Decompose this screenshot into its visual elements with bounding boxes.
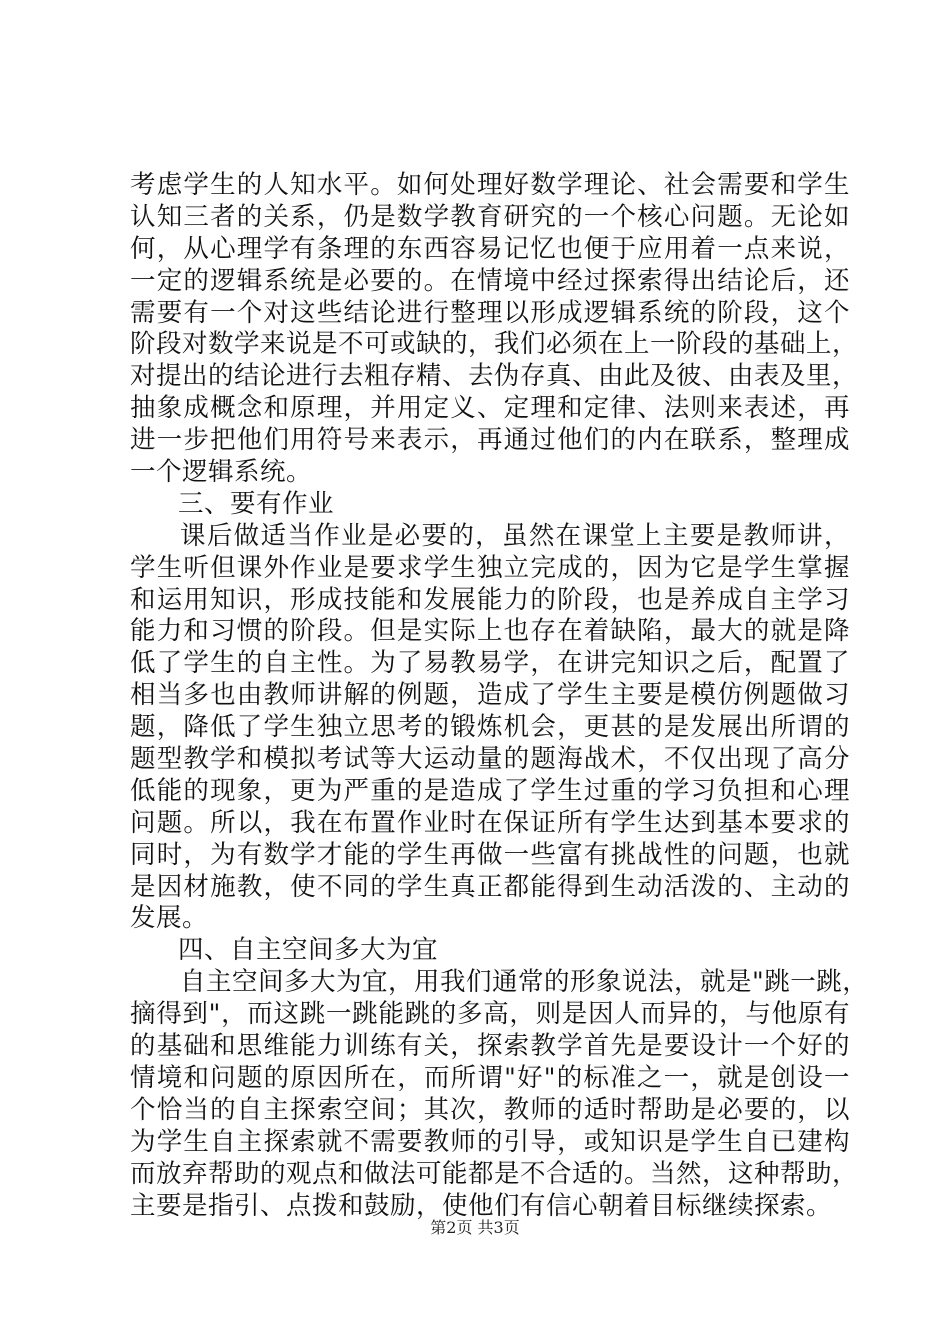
text-line: 自主空间多大为宜，用我们通常的形象说法，就是"跳一跳， bbox=[180, 967, 869, 998]
text-line: 认知三者的关系，仍是数学教育研究的一个核心问题。无论如 bbox=[130, 201, 850, 232]
text-line: 为学生自主探索就不需要教师的引导，或知识是学生自已建构 bbox=[130, 1126, 850, 1157]
section-heading-autonomy-space: 四、自主空间多大为宜 bbox=[178, 935, 439, 966]
text-line: 和运用知识，形成技能和发展能力的阶段，也是养成自主学习 bbox=[130, 584, 850, 615]
text-line: 的基础和思维能力训练有关，探索教学首先是要设计一个好的 bbox=[130, 1031, 850, 1062]
text-line: 对提出的结论进行去粗存精、去伪存真、由此及彼、由表及里， bbox=[130, 361, 859, 392]
paragraph-continued bbox=[130, 170, 859, 489]
text-line: 何，从心理学有条理的东西容易记忆也便于应用着一点来说， bbox=[130, 233, 850, 264]
text-line: 相当多也由教师讲解的例题，造成了学生主要是模仿例题做习 bbox=[130, 680, 850, 711]
text-line: 个恰当的自主探索空间；其次，教师的适时帮助是必要的，以 bbox=[130, 1094, 850, 1125]
text-line: 一个逻辑系统。 bbox=[130, 457, 313, 488]
text-line: 阶段对数学来说是不可或缺的，我们必须在上一阶段的基础上， bbox=[130, 329, 859, 360]
text-line: 发展。 bbox=[130, 903, 209, 934]
text-line: 低了学生的自主性。为了易教易学，在讲完知识之后，配置了 bbox=[130, 648, 850, 679]
text-line: 题，降低了学生独立思考的锻炼机会，更甚的是发展出所谓的 bbox=[130, 712, 850, 743]
page-number-footer: 第2页 共3页 bbox=[430, 1218, 520, 1237]
text-line: 进一步把他们用符号来表示，再通过他们的内在联系，整理成 bbox=[130, 425, 850, 456]
text-line: 低能的现象，更为严重的是造成了学生过重的学习负担和心理 bbox=[130, 775, 850, 806]
paragraph-autonomy-space bbox=[130, 967, 869, 1222]
text-line: 情境和问题的原因所在，而所谓"好"的标准之一，就是创设一 bbox=[130, 1062, 850, 1093]
text-line: 能力和习惯的阶段。但是实际上也存在着缺陷，最大的就是降 bbox=[130, 616, 850, 647]
text-line: 学生听但课外作业是要求学生独立完成的，因为它是学生掌握 bbox=[130, 552, 850, 583]
section-heading-homework: 三、要有作业 bbox=[178, 488, 335, 519]
paragraph-homework bbox=[130, 521, 850, 936]
text-line: 抽象成概念和原理，并用定义、定理和定律、法则来表述，再 bbox=[130, 393, 850, 424]
text-line: 题型教学和模拟考试等大运动量的题海战术，不仅出现了高分 bbox=[130, 744, 850, 775]
text-line: 是因材施教，使不同的学生真正都能得到生动活泼的、主动的 bbox=[130, 871, 850, 902]
text-line: 需要有一个对这些结论进行整理以形成逻辑系统的阶段，这个 bbox=[130, 297, 850, 328]
text-line: 课后做适当作业是必要的，虽然在课堂上主要是教师讲， bbox=[180, 520, 850, 551]
document-body bbox=[130, 170, 869, 1222]
text-line: 主要是指引、点拨和鼓励，使他们有信心朝着目标继续探索。 bbox=[130, 1190, 833, 1221]
text-line: 同时，为有数学才能的学生再做一些富有挑战性的问题，也就 bbox=[130, 839, 850, 870]
text-line: 而放弃帮助的观点和做法可能都是不合适的。当然，这种帮助， bbox=[130, 1158, 859, 1189]
text-line: 摘得到"，而这跳一跳能跳的多高，则是因人而异的，与他原有 bbox=[130, 999, 850, 1030]
text-line: 问题。所以，我在布置作业时在保证所有学生达到基本要求的 bbox=[130, 807, 850, 838]
text-line: 一定的逻辑系统是必要的。在情境中经过探索得出结论后，还 bbox=[130, 265, 850, 296]
text-line: 考虑学生的人知水平。如何处理好数学理论、社会需要和学生 bbox=[130, 170, 850, 200]
